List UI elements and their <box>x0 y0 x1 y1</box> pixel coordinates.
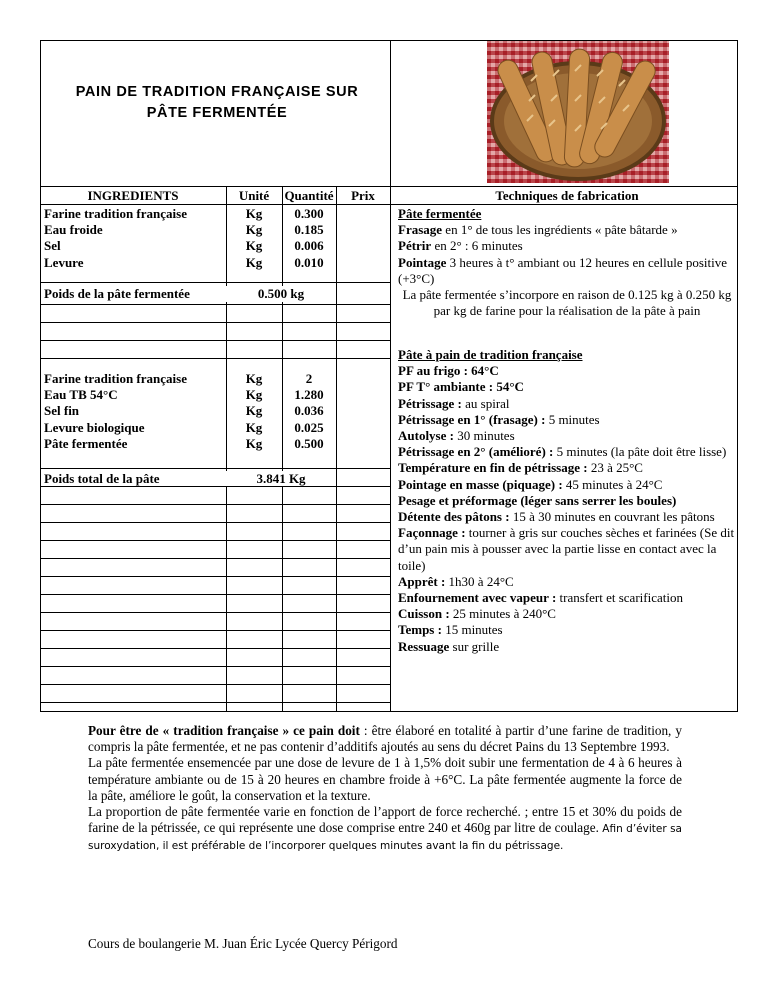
p1-bold: Pour être de « tradition française » ce pain doit <box>88 723 360 738</box>
footer: Cours de boulangerie M. Juan Éric Lycée Quercy Périgord <box>88 936 398 951</box>
technique-line <box>398 412 736 428</box>
ingredient-name: Farine tradition française <box>44 371 187 386</box>
ingredient-unit: Kg <box>245 435 263 451</box>
explanation-paragraph <box>88 723 682 855</box>
ingredient-name: Pâte fermentée <box>44 435 128 451</box>
technique-text: 3 heures à t° ambiant ou 12 heures en cellule positive (+3°C) <box>398 254 728 286</box>
row-line <box>40 630 390 631</box>
technique-label: Température en fin de pétrissage : <box>398 460 588 476</box>
ingredient-qty: 0.036 <box>294 403 324 419</box>
technique-text: 30 minutes <box>453 428 515 444</box>
ingredient-qty: 2 <box>305 371 313 386</box>
bread-basket-photo <box>487 41 669 183</box>
technique-line <box>398 363 736 379</box>
ingredient-name: Farine tradition française <box>44 206 187 221</box>
technique-label: Pointage <box>398 254 447 270</box>
header-quantite: Quantité <box>284 188 334 203</box>
poids-total-value: 3.841 Kg <box>226 471 336 487</box>
p3-small: Afin d’éviter sa suroxydation, il est préférable de l’incorporer quelques minutes avant la fin du pétrissage. <box>88 823 682 853</box>
ingredient-name: Levure <box>44 254 84 270</box>
technique-line <box>398 255 736 287</box>
ingredient-unit: Kg <box>245 238 263 254</box>
technique-line <box>398 574 736 590</box>
technique-line <box>398 222 736 238</box>
row-line <box>40 504 390 505</box>
technique-label: Enfournement avec vapeur : <box>398 590 557 606</box>
technique-label: Façonnage : <box>398 525 466 541</box>
ingredient-name: Sel fin <box>44 403 80 419</box>
ingredient-name: Levure biologique <box>44 419 145 435</box>
technique-text: 5 minutes <box>545 411 600 427</box>
col-divider-3 <box>336 186 337 712</box>
technique-line <box>398 493 736 509</box>
technique-text: 15 à 30 minutes en couvrant les pâtons <box>509 509 715 525</box>
technique-text: 45 minutes à 24°C <box>562 476 663 492</box>
technique-line <box>398 639 736 655</box>
technique-label: PF T° ambiante : 54°C <box>398 379 524 395</box>
page-title <box>42 82 392 124</box>
technique-line <box>398 396 736 412</box>
technique-line <box>398 590 736 606</box>
row-line <box>40 486 390 487</box>
p1-rest: : être élaboré en totalité à partir d’une farine de tradition, y compris la pâte fermentée, et ne pas contenir d’additifs ajoutés au sens du décret Pains du 13 Septembre 1993. <box>88 723 682 755</box>
bread-basket-icon <box>487 41 669 183</box>
row-line <box>40 468 390 469</box>
poids-total-label: Poids total de la pâte <box>44 471 160 486</box>
ingredient-unit: Kg <box>245 419 263 435</box>
technique-label: Temps : <box>398 622 442 638</box>
technique-line <box>398 444 736 460</box>
technique-label: Ressuage <box>398 638 450 654</box>
technique-line <box>398 238 736 254</box>
ingredient-unit: Kg <box>245 222 263 238</box>
row-line <box>40 576 390 577</box>
technique-label: Frasage <box>398 222 443 238</box>
technique-label: Cuisson : <box>398 606 450 622</box>
page-title-line1: PAIN DE TRADITION FRANÇAISE SUR <box>75 84 359 100</box>
page-title-line2: PÂTE FERMENTÉE <box>146 105 288 121</box>
row-line <box>40 304 390 305</box>
technique-label: Pétrissage en 2° (amélioré) : <box>398 444 554 460</box>
technique-label: PF au frigo : 64°C <box>398 363 499 379</box>
ingredient-unit: Kg <box>245 371 263 386</box>
technique-text: en 1° de tous les ingrédients « pâte bâtarde » <box>442 222 678 238</box>
row-line <box>40 594 390 595</box>
technique-line <box>398 460 736 476</box>
p3: La proportion de pâte fermentée varie en fonction de l’apport de force recherché. ; entre 15 et 30% du poids de farine de la pétrissée, ce qui représente une dose comprise entre 240 et 460g par litre de coulage. <box>88 804 682 836</box>
technique-line <box>398 622 736 638</box>
ingredient-qty: 0.025 <box>294 419 324 435</box>
p2: La pâte fermentée ensemencée par une dose de levure de 1 à 1,5% doit subir une fermentation de 4 à 6 heures à température ambiante ou de 15 à 20 heures en chambre froide à +6°C. La pâte fermentée augmente la force de la pâte, améliore le goût, la conservation et la texture. <box>88 755 682 803</box>
header-unite: Unité <box>238 188 270 203</box>
row-line <box>40 612 390 613</box>
poids-pf-value: 0.500 kg <box>226 286 336 302</box>
pf-note: La pâte fermentée s’incorpore en raison de 0.125 kg à 0.250 kg par kg de farine pour la réalisation de la pâte à pain <box>402 287 732 319</box>
row-line <box>40 684 390 685</box>
ingredient-name: Sel <box>44 238 61 254</box>
technique-label: Pétrir <box>398 238 432 254</box>
row-line <box>40 702 390 703</box>
ingredient-qty: 1.280 <box>294 387 324 403</box>
technique-text: 23 à 25°C <box>587 460 643 476</box>
technique-label: Pétrissage : <box>398 395 462 411</box>
technique-text: 25 minutes à 240°C <box>449 606 556 622</box>
technique-line <box>398 477 736 493</box>
technique-line <box>398 379 736 395</box>
row-line <box>40 340 390 341</box>
technique-text: 5 minutes (la pâte doit être lisse) <box>553 444 727 460</box>
techniques-header: Techniques de fabrication <box>495 188 639 203</box>
technique-text: transfert et scarification <box>556 590 683 606</box>
row-line <box>40 540 390 541</box>
technique-text: sur grille <box>449 638 500 654</box>
technique-text: au spiral <box>461 395 510 411</box>
ingredient-unit: Kg <box>245 403 263 419</box>
ingredient-qty: 0.185 <box>294 222 324 238</box>
technique-label: Pointage en masse (piquage) : <box>398 476 563 492</box>
row-line <box>40 522 390 523</box>
header-prix: Prix <box>351 188 375 203</box>
pf-title: Pâte fermentée <box>398 206 482 221</box>
techniques-pp-block <box>398 347 736 655</box>
poids-pf-label: Poids de la pâte fermentée <box>44 286 190 301</box>
technique-text: 1h30 à 24°C <box>445 573 514 589</box>
technique-text: 15 minutes <box>441 622 503 638</box>
row-line <box>40 282 390 283</box>
ingredient-name: Eau TB 54°C <box>44 387 118 403</box>
ingredient-qty: 0.006 <box>294 238 324 254</box>
technique-label: Pétrissage en 1° (frasage) : <box>398 411 546 427</box>
technique-line <box>398 509 736 525</box>
row-line <box>40 648 390 649</box>
ingredient-qty: 0.500 <box>294 435 324 451</box>
technique-label: Pesage et préformage (léger sans serrer les boules) <box>398 492 677 508</box>
row-line <box>40 558 390 559</box>
technique-text: en 2° : 6 minutes <box>431 238 523 254</box>
pp-title: Pâte à pain de tradition française <box>398 347 583 362</box>
ingredient-unit: Kg <box>245 387 263 403</box>
header-ingredients: INGREDIENTS <box>87 188 179 203</box>
technique-label: Détente des pâtons : <box>398 509 510 525</box>
technique-line <box>398 606 736 622</box>
techniques-divider <box>390 204 738 205</box>
row-line <box>40 358 390 359</box>
techniques-pf-block <box>398 206 736 319</box>
technique-text: tourner à gris sur couches sèches et farinées (Se dit d’un pain mis à pousser avec la partie lisse en contact avec la toile) <box>398 525 735 573</box>
technique-line <box>398 525 736 574</box>
ingredient-name: Eau froide <box>44 222 103 238</box>
ingredient-unit: Kg <box>245 206 263 221</box>
header-row-divider <box>40 204 390 205</box>
technique-label: Apprêt : <box>398 573 446 589</box>
technique-line <box>398 428 736 444</box>
ingredient-unit: Kg <box>245 254 263 270</box>
ingredient-qty: 0.010 <box>294 254 324 270</box>
technique-label: Autolyse : <box>398 428 454 444</box>
ingredient-qty: 0.300 <box>294 206 324 221</box>
header-divider <box>40 186 738 187</box>
row-line <box>40 322 390 323</box>
row-line <box>40 666 390 667</box>
